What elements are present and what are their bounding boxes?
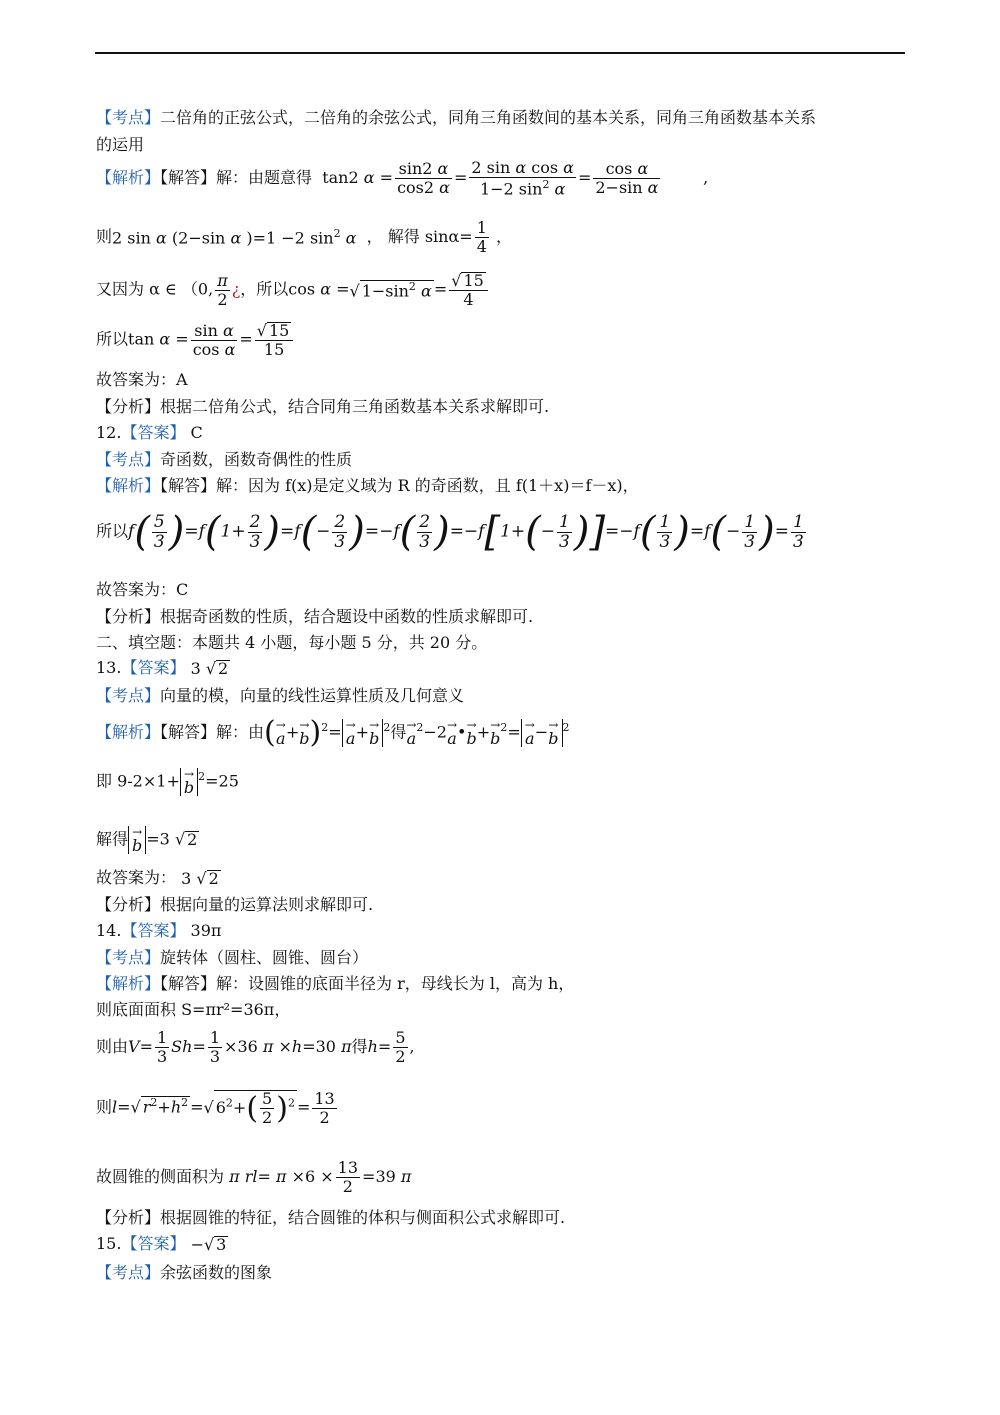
formula-eq: 2 sin α (2−sin α )=1 −2 $\sin^2 \alpha$ bbox=[112, 227, 357, 248]
q14-answer bbox=[96, 923, 221, 939]
text: 故答案为：A bbox=[96, 370, 188, 389]
label-kaodian: 【考点】 bbox=[96, 108, 161, 127]
fenxi-12 bbox=[96, 609, 533, 625]
text: 【分析】根据二倍角公式，结合同角三角函数基本关系求解即可. bbox=[96, 397, 550, 416]
text: 所以 bbox=[96, 521, 129, 541]
text: 余弦函数的图象 bbox=[160, 1263, 273, 1282]
text: 【分析】根据圆锥的特征，结合圆锥的体积与侧面积公式求解即可. bbox=[96, 1208, 566, 1227]
text: 则 bbox=[96, 227, 113, 246]
text: 【解答】解：设圆锥的底面半径为 r，母线长为 l，高为 h， bbox=[160, 974, 575, 993]
jiexi-13 bbox=[96, 715, 570, 750]
text: 【分析】根据奇函数的性质，结合题设中函数的性质求解即可. bbox=[96, 607, 534, 626]
fenxi-14 bbox=[96, 1210, 565, 1226]
label-jiexi: 【解析】 bbox=[96, 168, 161, 188]
fenxi-11 bbox=[96, 399, 549, 415]
text: ， 解得 sinα= bbox=[366, 227, 473, 246]
text: 则底面面积 S=πr²=36π， bbox=[96, 1000, 291, 1019]
text: 得 bbox=[351, 1037, 368, 1056]
formula-lateral-area: π rl= π ×6 × $\frac{13}{2}$ =39 π bbox=[229, 1158, 412, 1196]
text: 故圆锥的侧面积为 bbox=[96, 1167, 225, 1186]
answer-value: 3 √ 2 bbox=[190, 659, 229, 678]
q12-answer bbox=[96, 425, 203, 441]
jiexi-12 bbox=[96, 478, 639, 494]
formula-odd-function: f( $\frac{5}{3}$ )=f(1+ $\frac{2}{3}$ )=f(− $\frac{2}{3}$ )=−f( $\frac{2}{3}$ )=−f[1+(− $\frac{1}{3}$ )]=−f( $\frac{1}{3}$ )=f(− $\frac{1}{3}$ )= $\frac{1}{3}$ bbox=[128, 509, 804, 555]
fenxi-13 bbox=[96, 897, 373, 913]
answer-value: −√ 3 bbox=[190, 1235, 227, 1254]
formula-quarter: $\frac{1}{4}$ bbox=[476, 218, 487, 256]
line-5: 又因为 α ∈ （0, $\frac{\pi}{2}$ ¿，所以cos α =√ $1-\sin^2$ α = $\frac{√ 15}{4}$ bbox=[96, 272, 490, 308]
formula-l: l=√ $r^2+h^2$ =√ $6^2+$( $\frac{5}{2}$ )$^2$ = $\frac{13}{2}$ bbox=[112, 1088, 335, 1127]
answer-12 bbox=[96, 582, 188, 598]
answer-13 bbox=[96, 870, 221, 887]
kaodian-14 bbox=[96, 950, 368, 966]
text: ，所以 bbox=[240, 279, 289, 299]
label-jiexi: 【解析】 bbox=[96, 722, 161, 742]
text: 则由 bbox=[96, 1037, 129, 1056]
line-4: 则2 sin α (2−sin α )=1 −2 $\sin^2 \alpha$ ， 解得 sinα= $\frac{1}{4}$ ， bbox=[96, 218, 512, 256]
formula-vector-2: → a $^2$−2 → a • → b + → b $^2$= → a − → b $^2$ bbox=[406, 718, 570, 748]
kaodian-12 bbox=[96, 452, 352, 468]
question-number: 15. bbox=[96, 1234, 122, 1253]
text: 【分析】根据向量的运算法则求解即可. bbox=[96, 895, 374, 914]
line-26 bbox=[96, 1002, 290, 1018]
text: 的运用 bbox=[96, 135, 145, 154]
label-kaodian: 【考点】 bbox=[96, 1263, 161, 1282]
line-29 bbox=[96, 1160, 411, 1195]
text: 则 bbox=[96, 1097, 113, 1117]
text: 故答案为： bbox=[96, 868, 177, 887]
section-title bbox=[96, 635, 487, 651]
formula-tan: tan α = $\frac{\text{sin α}}{\text{cos α}}$ = $\frac{√ 15}{15}$ bbox=[128, 322, 295, 358]
text: =25 bbox=[205, 771, 239, 791]
formula-b-result: → b =3 √ 2 bbox=[128, 826, 199, 854]
text: 奇函数，函数奇偶性的性质 bbox=[160, 450, 353, 469]
text: 又因为 α ∈ （0, bbox=[96, 279, 214, 299]
question-number: 12. bbox=[96, 423, 122, 442]
label-daan: 【答案】 bbox=[121, 921, 186, 940]
label-kaodian: 【考点】 bbox=[96, 686, 161, 705]
label-daan: 【答案】 bbox=[121, 1234, 186, 1253]
answer-11 bbox=[96, 372, 188, 388]
answer-value: C bbox=[185, 423, 203, 442]
line-28 bbox=[96, 1090, 339, 1126]
label-kaodian: 【考点】 bbox=[96, 450, 161, 469]
text: 【解答】解：因为 f(x)是定义域为 R 的奇函数，且 f(1＋x)＝f－x)， bbox=[160, 476, 639, 495]
question-number: 13. bbox=[96, 658, 122, 677]
kaodian-15 bbox=[96, 1265, 272, 1281]
label-daan: 【答案】 bbox=[121, 658, 186, 677]
formula-vector: ( → a + → b )$^2$= → a + → b $^2$ bbox=[264, 715, 391, 750]
text: 得 bbox=[390, 722, 407, 742]
line-20 bbox=[96, 826, 199, 854]
label-daan: 【答案】 bbox=[121, 423, 186, 442]
text: 故答案为：C bbox=[96, 580, 189, 599]
label-kaodian: 【考点】 bbox=[96, 948, 161, 967]
line-19 bbox=[96, 768, 239, 796]
text: 所以 bbox=[96, 329, 129, 349]
formula-tan2a: tan2 α = $\frac{\sin 2 \alpha}{\cos 2 \alpha}$ = $\frac{\text{2 sin α cos α}}{1-2 \sin^2 \alpha}$ = $\frac{\text{cos α}}{\text{2−sin α}}$ , bbox=[317, 158, 709, 199]
text: 【解答】解：由题意得 bbox=[160, 168, 313, 188]
formula-cos: cos α =√ $1-\sin^2$ α = $\frac{√ 15}{4}$ bbox=[288, 272, 490, 308]
formula-volume: V= $\frac{1}{3}$ Sh= $\frac{1}{3}$ ×36 π ×h=30 π bbox=[128, 1028, 352, 1066]
formula-b-mod: → b $^2$ bbox=[180, 768, 205, 796]
text: 二倍角的正弦公式，二倍角的余弦公式，同角三角函数间的基本关系，同角三角函数基本关系 bbox=[160, 108, 817, 127]
formula-h: h= $\frac{5}{2}$ , bbox=[367, 1028, 415, 1066]
line-6 bbox=[96, 322, 295, 358]
kaodian-13 bbox=[96, 688, 464, 704]
text: 旋转体（圆柱、圆锥、圆台） bbox=[160, 948, 369, 967]
q13-answer bbox=[96, 660, 230, 677]
question-number: 14. bbox=[96, 921, 122, 940]
q15-answer bbox=[96, 1236, 228, 1253]
answer-value: 39π bbox=[185, 921, 222, 940]
text: 二、填空题：本题共 4 小题，每小题 5 分，共 20 分。 bbox=[96, 633, 488, 652]
label-jiexi: 【解析】 bbox=[96, 476, 161, 495]
answer-value: 3 √ 2 bbox=[181, 869, 219, 888]
line-12 bbox=[96, 509, 808, 555]
kaodian-11-cont bbox=[96, 137, 144, 153]
label-jiexi: 【解析】 bbox=[96, 974, 161, 993]
header-rule bbox=[95, 52, 905, 54]
kaodian-11 bbox=[96, 110, 816, 126]
jiexi-14 bbox=[96, 976, 574, 992]
line-27 bbox=[96, 1030, 415, 1065]
text: 向量的模，向量的线性运算性质及几何意义 bbox=[160, 686, 465, 705]
formula-pi-half: $\frac{\pi}{2}$ bbox=[217, 270, 228, 309]
text: 【解答】解：由 bbox=[160, 722, 265, 742]
text: 即 9-2×1+ bbox=[96, 771, 180, 791]
text: 解得 bbox=[96, 829, 129, 849]
jiexi-11 bbox=[96, 160, 708, 197]
